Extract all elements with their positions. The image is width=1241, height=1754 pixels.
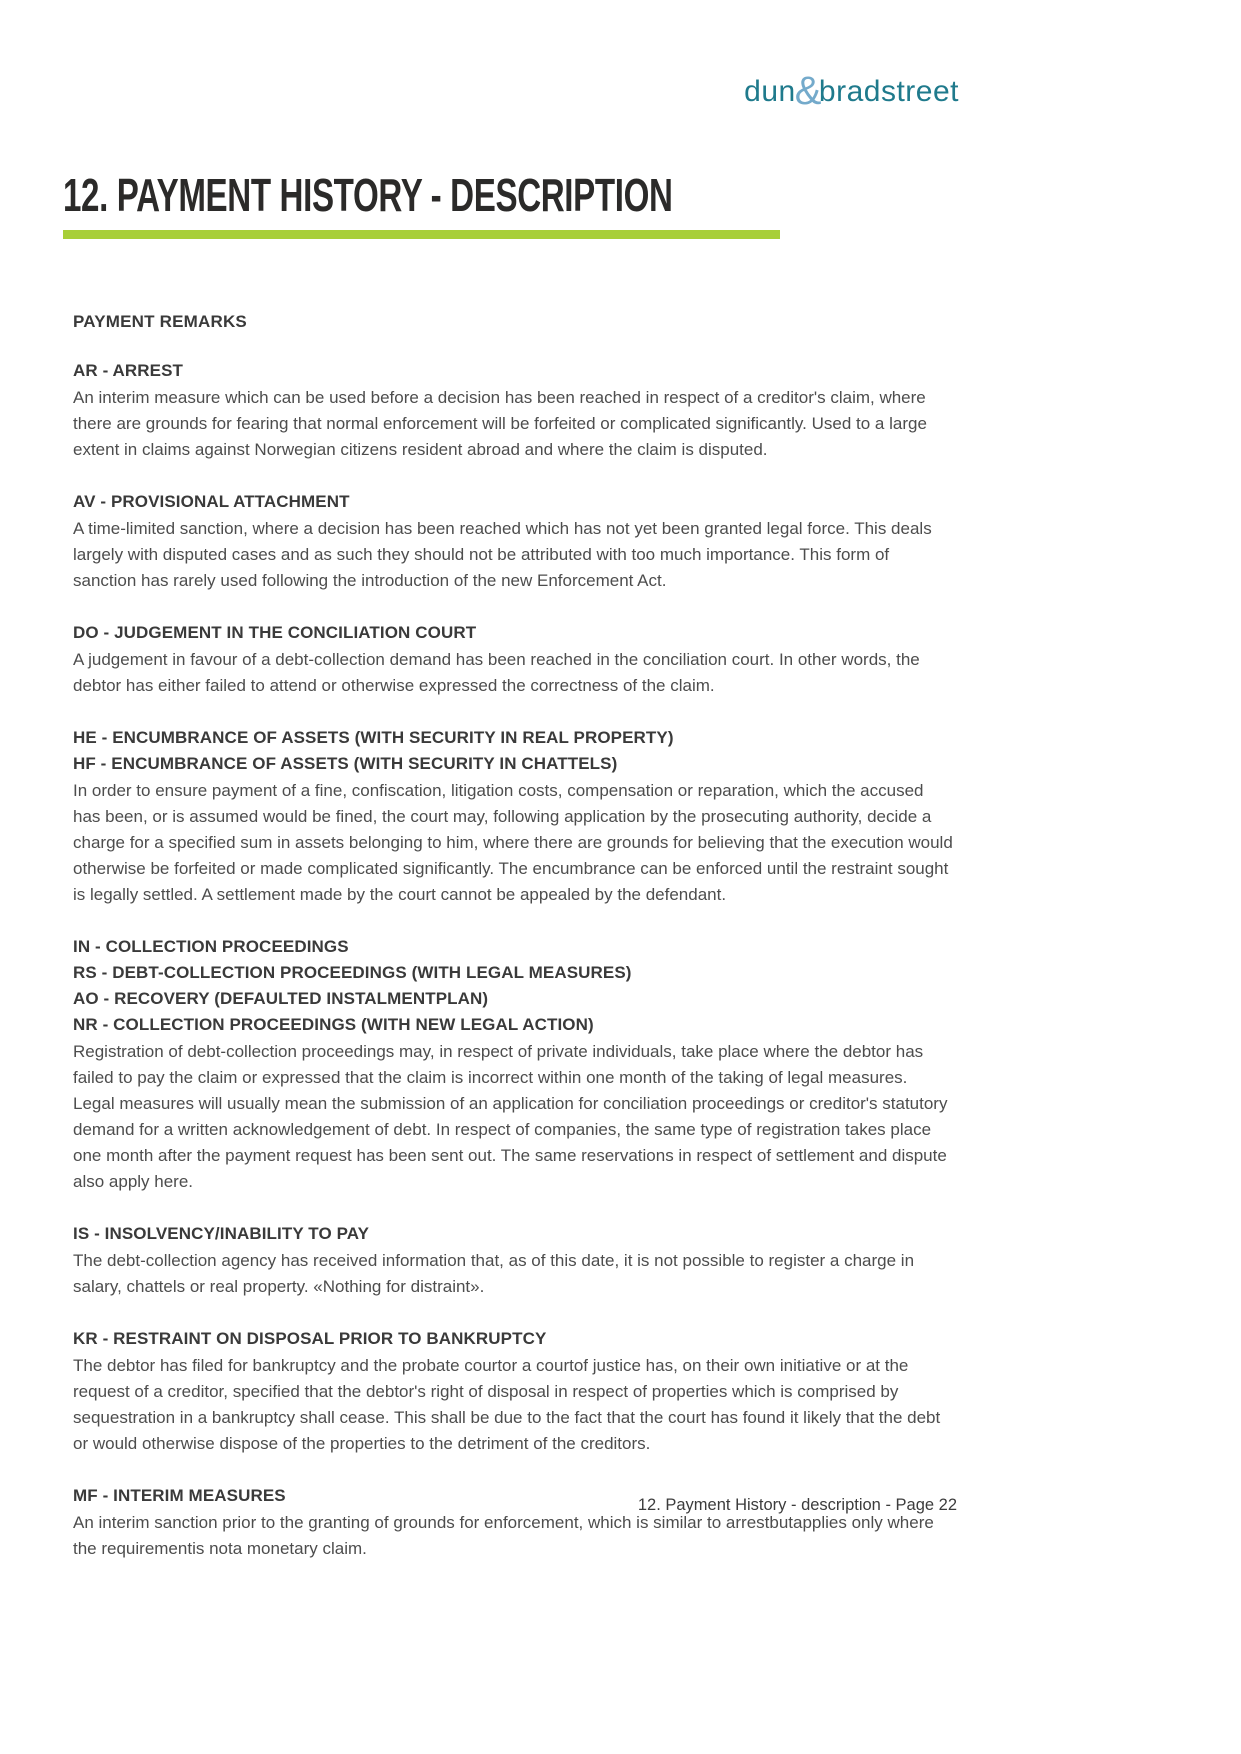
- entry-mf-interim-measures: [73, 1483, 953, 1562]
- logo-ampersand-icon: &: [794, 69, 822, 113]
- entry-heading: AV - PROVISIONAL ATTACHMENT: [73, 492, 350, 511]
- page-title: 12. PAYMENT HISTORY - DESCRIPTION: [63, 169, 673, 221]
- entry-heading: HF - ENCUMBRANCE OF ASSETS (WITH SECURITY IN CHATTELS): [73, 754, 618, 773]
- entry-body: The debt-collection agency has received information that, as of this date, it is not possible to register a charge in salary, chattels or real property. «Nothing for distraint».: [73, 1251, 915, 1296]
- logo-word-bradstreet: bradstreet: [818, 75, 959, 108]
- entry-heading: KR - RESTRAINT ON DISPOSAL PRIOR TO BANKRUPTCY: [73, 1329, 547, 1348]
- entry-body: Registration of debt-collection proceedings may, in respect of private individuals, take place where the debtor has failed to pay the claim or expressed that the claim is incorrect within one month of the taking of legal measures. Legal measures will usually mean the submission of an application for conciliation proceedings or creditor's statutory demand for a written acknowledgement of debt. In respect of companies, the same type of registration takes place one month after the payment request has been sent out. The same reservations in respect of settlement and dispute also apply here.: [73, 1042, 948, 1191]
- entry-heading: NR - COLLECTION PROCEEDINGS (WITH NEW LEGAL ACTION): [73, 1015, 594, 1034]
- entry-ar-arrest: [73, 358, 953, 463]
- entry-heading: HE - ENCUMBRANCE OF ASSETS (WITH SECURITY IN REAL PROPERTY): [73, 728, 674, 747]
- entry-heading: AO - RECOVERY (DEFAULTED INSTALMENTPLAN): [73, 989, 489, 1008]
- entry-body: A time-limited sanction, where a decision has been reached which has not yet been granted legal force. This deals largely with disputed cases and as such they should not be attributed with too much importance. This form of sanction has rarely used following the introduction of the new Enforcement Act.: [73, 519, 932, 590]
- logo-word-dun: dun: [744, 75, 796, 108]
- entry-heading: AR - ARREST: [73, 361, 184, 380]
- entry-body: In order to ensure payment of a fine, confiscation, litigation costs, compensation or reparation, which the accused has been, or is assumed would be fined, the court may, following application by the prosecuting authority, decide a charge for a specified sum in assets belonging to him, where there are grounds for believing that the execution would otherwise be forfeited or made complicated significantly. The encumbrance can be enforced until the restraint sought is legally settled. A settlement made by the court cannot be appealed by the defendant.: [73, 781, 953, 904]
- entry-body: The debtor has filed for bankruptcy and the probate courtor a courtof justice has, on their own initiative or at the request of a creditor, specified that the debtor's right of disposal in respect of properties which is comprised by sequestration in a bankruptcy shall cease. This shall be due to the fact that the court has found it likely that the debt or would otherwise dispose of the properties to the detriment of the creditors.: [73, 1356, 941, 1453]
- entry-do-judgement-conciliation-court: [73, 620, 953, 699]
- entry-body: An interim sanction prior to the granting of grounds for enforcement, which is similar to arrestbutapplies only where the requirementis nota monetary claim.: [73, 1513, 934, 1558]
- entry-he-hf-encumbrance-of-assets: [73, 725, 953, 908]
- entry-heading: RS - DEBT-COLLECTION PROCEEDINGS (WITH LEGAL MEASURES): [73, 963, 632, 982]
- page-footer: 12. Payment History - description - Page 22: [637, 1496, 957, 1514]
- entry-heading: IS - INSOLVENCY/INABILITY TO PAY: [73, 1224, 370, 1243]
- entry-body: An interim measure which can be used before a decision has been reached in respect of a creditor's claim, where there are grounds for fearing that normal enforcement will be forfeited or complicated significantly. Used to a large extent in claims against Norwegian citizens resident abroad and where the claim is disputed.: [73, 388, 927, 459]
- entry-heading: IN - COLLECTION PROCEEDINGS: [73, 937, 349, 956]
- entry-kr-restraint-on-disposal: [73, 1326, 953, 1457]
- entry-in-rs-ao-nr-collection-proceedings: [73, 934, 953, 1195]
- dun-bradstreet-logo: [744, 66, 959, 111]
- entry-av-provisional-attachment: [73, 489, 953, 594]
- document-body: [73, 312, 953, 1562]
- entry-heading: DO - JUDGEMENT IN THE CONCILIATION COURT: [73, 623, 477, 642]
- entry-heading: MF - INTERIM MEASURES: [73, 1486, 286, 1505]
- section-heading: PAYMENT REMARKS: [73, 312, 247, 331]
- entry-body: A judgement in favour of a debt-collection demand has been reached in the conciliation court. In other words, the debtor has either failed to attend or otherwise expressed the correctness of the claim.: [73, 650, 920, 695]
- entry-is-insolvency: [73, 1221, 953, 1300]
- title-accent-bar: [63, 230, 780, 239]
